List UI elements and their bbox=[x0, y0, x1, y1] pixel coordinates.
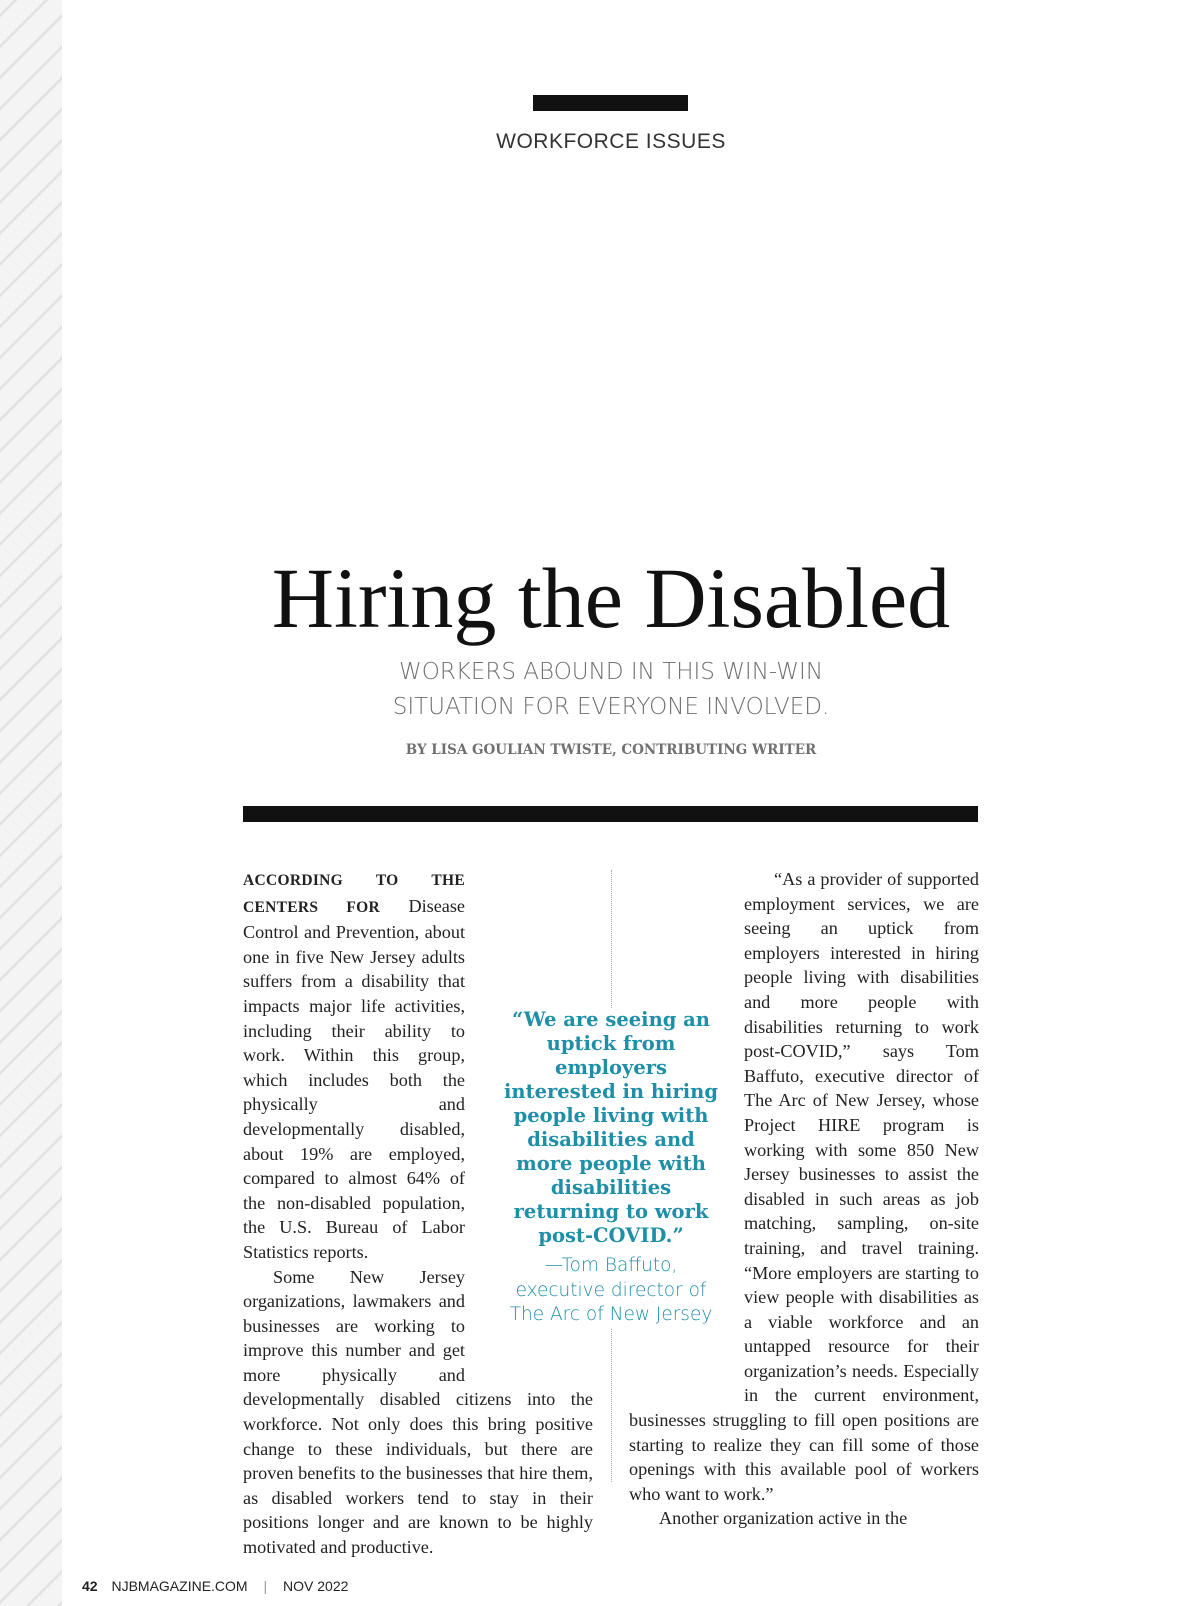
paragraph-text: Disease Control and Prevention, about one in five New Jersey adults suffers from a disability that impacts major life activities, including their ability to work. Within this group, which includes both the physically and developmentally disabled, about 19% are employed, compared to almost 64% of the non-disabled population, the U.S. Bureau of Labor Statistics reports. bbox=[243, 895, 465, 1262]
section-label: WORKFORCE ISSUES bbox=[496, 130, 726, 153]
byline: BY LISA GOULIAN TWISTE, CONTRIBUTING WRITER bbox=[405, 742, 817, 758]
headline: Hiring the Disabled bbox=[271, 550, 951, 646]
section-bar bbox=[533, 95, 688, 111]
page-footer bbox=[82, 1578, 348, 1594]
pull-quote-attribution: —Tom Baffuto, executive director of The Arc of New Jersey bbox=[509, 1255, 713, 1325]
issue-date: NOV 2022 bbox=[283, 1578, 349, 1594]
page-number: 42 bbox=[82, 1578, 98, 1594]
footer-separator: | bbox=[263, 1578, 268, 1594]
deck-line: SITUATION FOR EVERYONE INVOLVED. bbox=[392, 694, 830, 720]
pull-quote bbox=[500, 1008, 722, 1328]
headline-rule bbox=[243, 806, 978, 822]
paragraph: “As a provider of supported employment services, we are seeing an uptick from employers interested in hiring people living with disabilities and more people with disabilities returning to work post-COVID,” says Tom Baffuto, executive director of The Arc of New Jersey, whose Project HIRE program is working with some 850 New Jersey businesses to assist the disabled in such areas as job matching, sampling, on-site training, and travel training. “More employers are starting to view people with disabilities as a viable workforce and an untapped resource for their organization’s needs. Especially in the current environment, businesses struggling to fill open positions are starting to realize they can fill some of those openings with this available pool of workers who want to work.” bbox=[629, 869, 979, 1504]
site-link[interactable]: NJBMAGAZINE.COM bbox=[111, 1578, 248, 1594]
deck bbox=[0, 655, 1200, 725]
paragraph: Some New Jersey organizations, lawmakers and businesses are working to improve this number and get more physically and developmentally disabled citizens into the workforce. Not only does this bring positive change to these individuals, but there are proven benefits to the businesses that hire them, as disabled workers tend to stay in their positions longer and are known to be highly motivated and productive. bbox=[243, 1266, 593, 1558]
page-edge-pattern bbox=[0, 0, 62, 1606]
paragraph: Another organization active in the bbox=[659, 1508, 908, 1529]
lead-in: ACCORDING TO THE CENTERS FOR bbox=[243, 872, 465, 916]
deck-line: WORKERS ABOUND IN THIS WIN-WIN bbox=[398, 659, 824, 685]
pull-quote-text: “We are seeing an uptick from employers interested in hiring people living with disabilities and more people with disabilities returning to work post-COVID.” bbox=[504, 1008, 718, 1247]
